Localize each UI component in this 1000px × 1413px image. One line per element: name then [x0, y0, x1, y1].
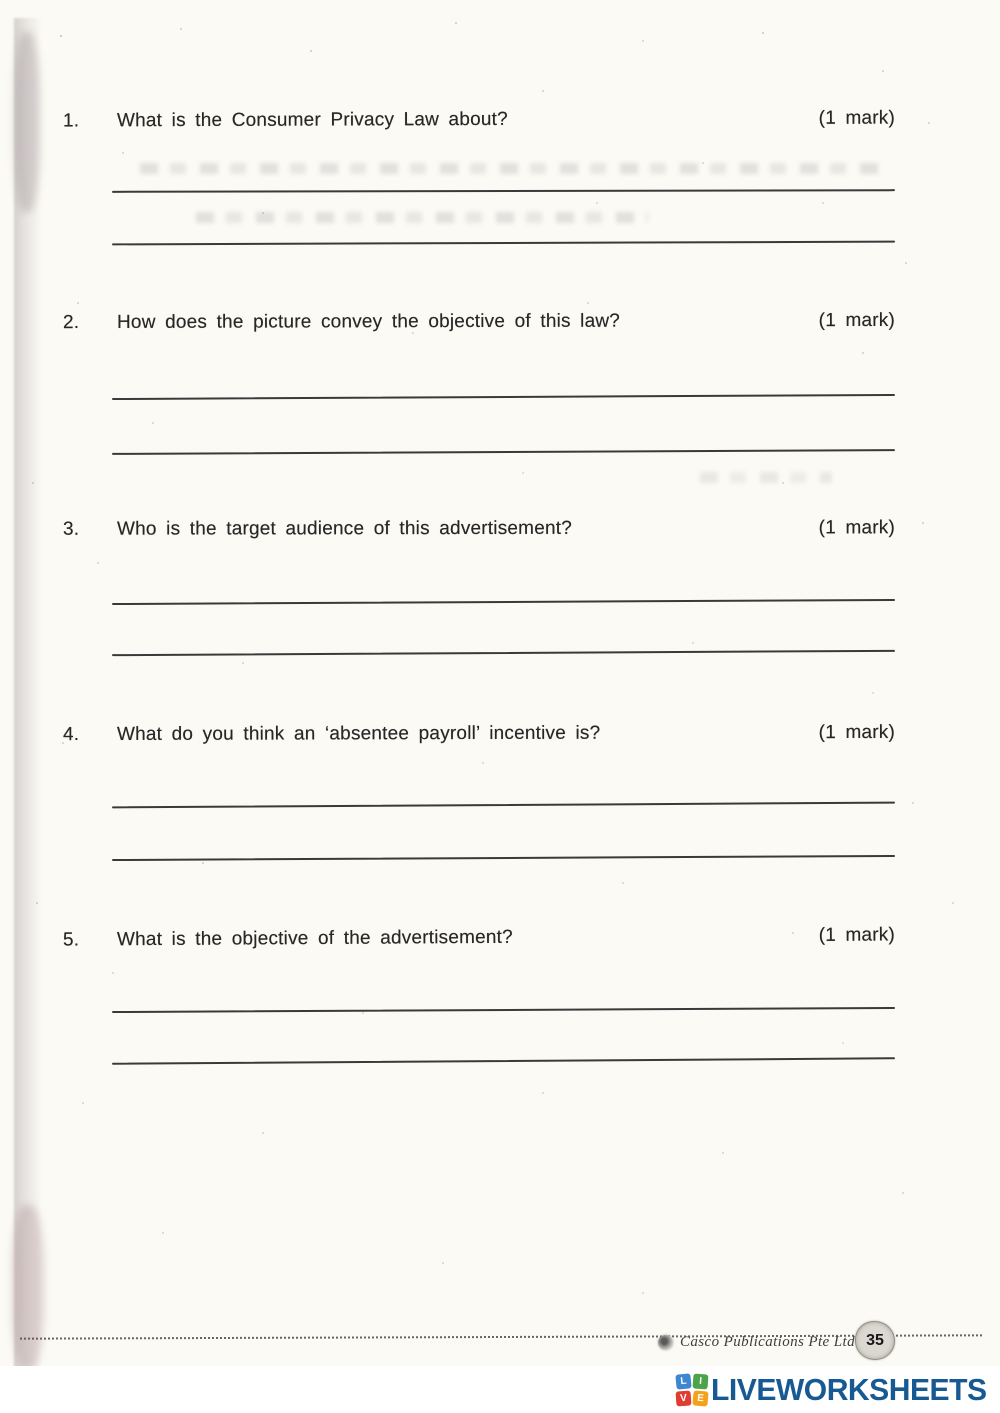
answer-line[interactable] [112, 855, 895, 861]
scan-edge-blob [12, 1205, 44, 1370]
marks-label: (1 mark) [818, 721, 896, 744]
question-text: How does the picture convey the objective of this law? [116, 310, 621, 333]
question-text: What is the Consumer Privacy Law about? [116, 108, 508, 132]
publisher-credit [658, 1331, 855, 1353]
scan-edge-blob [14, 32, 40, 212]
question-text: Who is the target audience of this advertisement? [116, 517, 573, 540]
answer-line[interactable] [112, 650, 895, 656]
marks-label: (1 mark) [818, 309, 896, 332]
marks-label: (1 mark) [818, 107, 896, 129]
question-number: 5. [62, 929, 80, 951]
watermark-bar [0, 1366, 1000, 1413]
question-number: 3. [62, 518, 80, 540]
answer-line[interactable] [112, 802, 895, 809]
answer-line[interactable] [112, 1057, 895, 1064]
answer-line[interactable] [112, 394, 895, 400]
question-block [63, 922, 895, 953]
question-text: What do you think an ‘absentee payroll’ incentive is? [116, 722, 601, 745]
marks-label: (1 mark) [818, 924, 896, 946]
logo-tile-v: V [675, 1390, 691, 1406]
publisher-name: Casco Publications Pte Ltd [680, 1333, 855, 1350]
answer-line[interactable] [112, 1007, 895, 1013]
answer-line[interactable] [112, 599, 895, 605]
question-block [63, 308, 895, 336]
question-number: 2. [62, 312, 80, 334]
marks-label: (1 mark) [818, 517, 896, 539]
bleedthrough-text-smudge [140, 163, 888, 174]
page-number-badge: 35 [855, 1321, 895, 1360]
publisher-logo-icon [658, 1335, 673, 1350]
scan-edge-noise [14, 18, 42, 1393]
answer-line[interactable] [112, 449, 895, 455]
bleedthrough-text-smudge [196, 212, 648, 223]
question-block [63, 720, 895, 748]
logo-tile-e: E [692, 1390, 708, 1406]
answer-line[interactable] [112, 241, 895, 246]
answer-line[interactable] [112, 189, 895, 193]
question-number: 4. [62, 724, 80, 746]
liveworksheets-wordmark: LIVEWORKSHEETS [710, 1371, 987, 1407]
liveworksheets-logo-icon [676, 1374, 708, 1406]
logo-tile-i: I [692, 1373, 708, 1389]
question-block [63, 106, 895, 135]
question-block [63, 515, 895, 542]
question-text: What is the objective of the advertisement? [116, 926, 513, 951]
question-number: 1. [62, 110, 80, 132]
bleedthrough-text-smudge [700, 472, 832, 483]
logo-tile-l: L [675, 1373, 691, 1389]
liveworksheets-logo[interactable] [676, 1372, 995, 1408]
